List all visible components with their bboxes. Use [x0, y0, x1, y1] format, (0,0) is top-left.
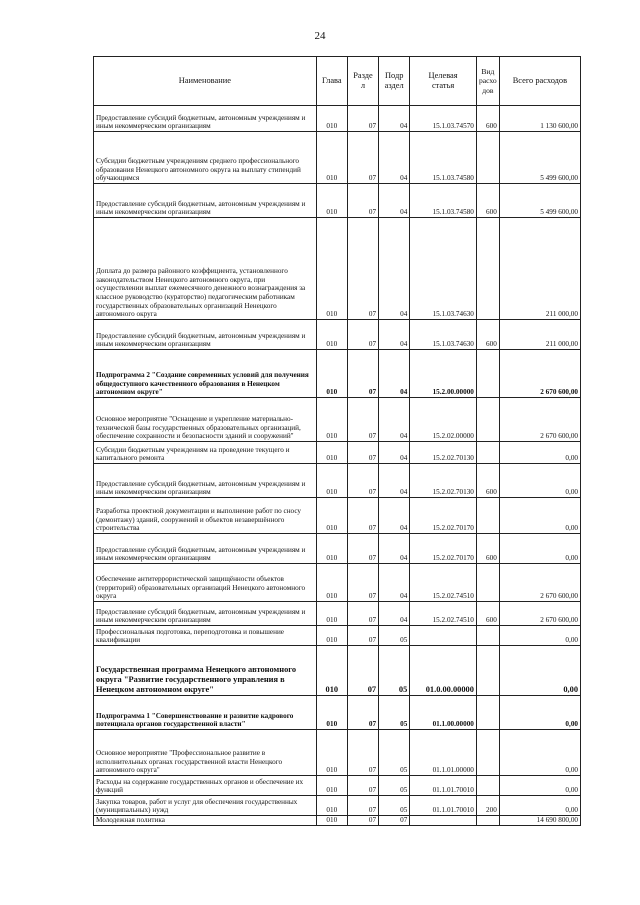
- header-target: Целевая статья: [410, 57, 477, 106]
- row-total: 2 670 600,00: [499, 602, 580, 626]
- row-podrazdel: 04: [379, 218, 410, 320]
- row-target: 15.1.03.74580: [410, 184, 477, 218]
- row-target: 15.1.03.74630: [410, 218, 477, 320]
- row-razdel: 07: [347, 184, 378, 218]
- row-glava: 010: [316, 796, 347, 816]
- row-razdel: 07: [347, 796, 378, 816]
- row-razdel: 07: [347, 564, 378, 602]
- row-total: 0,00: [499, 696, 580, 730]
- row-glava: 010: [316, 602, 347, 626]
- header-glava: Глава: [316, 57, 347, 106]
- row-target: 01.1.01.70010: [410, 796, 477, 816]
- row-name: Расходы на содержание государственных органов и обеспечение их функций: [94, 776, 317, 796]
- row-vid: [476, 816, 499, 826]
- table-row: [94, 776, 581, 796]
- table-row: [94, 350, 581, 398]
- row-name: Профессиональная подготовка, переподготовка и повышение квалификации: [94, 626, 317, 646]
- table-row: [94, 646, 581, 696]
- row-razdel: 07: [347, 498, 378, 534]
- row-total: 0,00: [499, 464, 580, 498]
- row-glava: 010: [316, 646, 347, 696]
- row-name: Субсидии бюджетным учреждениям на проведение текущего и капитального ремонта: [94, 442, 317, 464]
- row-total: 0,00: [499, 498, 580, 534]
- row-vid: [476, 442, 499, 464]
- table-row: [94, 106, 581, 132]
- table-row: [94, 564, 581, 602]
- row-glava: 010: [316, 398, 347, 442]
- row-razdel: 07: [347, 350, 378, 398]
- row-vid: [476, 398, 499, 442]
- row-vid: 600: [476, 106, 499, 132]
- row-podrazdel: 05: [379, 646, 410, 696]
- row-glava: 010: [316, 218, 347, 320]
- row-razdel: 07: [347, 106, 378, 132]
- row-target: [410, 626, 477, 646]
- row-target: 01.1.00.00000: [410, 696, 477, 730]
- row-vid: 600: [476, 184, 499, 218]
- row-name: Основное мероприятие "Профессиональное развитие в исполнительных органах государственной власти Ненецкого автономного округа": [94, 730, 317, 776]
- row-vid: [476, 498, 499, 534]
- row-target: 15.2.02.70170: [410, 534, 477, 564]
- row-glava: 010: [316, 816, 347, 826]
- row-razdel: 07: [347, 776, 378, 796]
- row-glava: 010: [316, 350, 347, 398]
- row-glava: 010: [316, 106, 347, 132]
- row-glava: 010: [316, 534, 347, 564]
- row-glava: 010: [316, 320, 347, 350]
- row-podrazdel: 04: [379, 564, 410, 602]
- row-total: 211 000,00: [499, 218, 580, 320]
- table-row: [94, 534, 581, 564]
- row-name: Предоставление субсидий бюджетным, автономным учреждениям и иным некоммерческим организациям: [94, 464, 317, 498]
- row-vid: 600: [476, 534, 499, 564]
- row-podrazdel: 04: [379, 602, 410, 626]
- row-glava: 010: [316, 442, 347, 464]
- row-razdel: 07: [347, 730, 378, 776]
- row-podrazdel: 04: [379, 184, 410, 218]
- table-row: [94, 398, 581, 442]
- row-name: Предоставление субсидий бюджетным, автономным учреждениям и иным некоммерческим организациям: [94, 320, 317, 350]
- row-razdel: 07: [347, 626, 378, 646]
- row-name: Закупка товаров, работ и услуг для обеспечения государственных (муниципальных) нужд: [94, 796, 317, 816]
- row-total: 0,00: [499, 626, 580, 646]
- row-total: 0,00: [499, 776, 580, 796]
- row-razdel: 07: [347, 696, 378, 730]
- row-total: 1 130 600,00: [499, 106, 580, 132]
- budget-table: [93, 56, 581, 826]
- row-glava: 010: [316, 184, 347, 218]
- table-row: [94, 498, 581, 534]
- table-header-row: [94, 57, 581, 106]
- row-name: Подпрограмма 2 "Создание современных условий для получения общедоступного качественного образования в Ненецком автономном округе": [94, 350, 317, 398]
- row-podrazdel: 04: [379, 464, 410, 498]
- row-target: 15.2.02.70130: [410, 442, 477, 464]
- row-vid: [476, 730, 499, 776]
- row-target: 15.2.00.00000: [410, 350, 477, 398]
- row-podrazdel: 05: [379, 730, 410, 776]
- row-name: Предоставление субсидий бюджетным, автономным учреждениям и иным некоммерческим организациям: [94, 106, 317, 132]
- table-row: [94, 816, 581, 826]
- row-name: Доплата до размера районного коэффициента, установленного законодательством Ненецкого автономного округа, при осуществлении выплат ежемесячного денежного вознаграждения за классное руководство (кураторство) педагогическим работникам государственных образовательных организаций Ненецкого автономного округа: [94, 218, 317, 320]
- header-podrazdel: Подр аздел: [379, 57, 410, 106]
- row-total: 14 690 800,00: [499, 816, 580, 826]
- row-vid: 600: [476, 320, 499, 350]
- row-razdel: 07: [347, 398, 378, 442]
- header-razdel: Разде л: [347, 57, 378, 106]
- row-podrazdel: 04: [379, 442, 410, 464]
- row-target: 15.1.03.74630: [410, 320, 477, 350]
- row-glava: 010: [316, 626, 347, 646]
- row-glava: 010: [316, 132, 347, 184]
- row-razdel: 07: [347, 320, 378, 350]
- table-row: [94, 464, 581, 498]
- row-name: Предоставление субсидий бюджетным, автономным учреждениям и иным некоммерческим организациям: [94, 184, 317, 218]
- row-glava: 010: [316, 776, 347, 796]
- row-total: 0,00: [499, 646, 580, 696]
- row-target: 15.2.02.74510: [410, 564, 477, 602]
- row-name: Субсидии бюджетным учреждениям среднего профессионального образования Ненецкого автономного округа на выплату стипендий обучающимся: [94, 132, 317, 184]
- row-podrazdel: 04: [379, 320, 410, 350]
- row-total: 2 670 600,00: [499, 564, 580, 602]
- table-row: [94, 730, 581, 776]
- row-vid: [476, 646, 499, 696]
- row-podrazdel: 04: [379, 106, 410, 132]
- row-glava: 010: [316, 564, 347, 602]
- row-total: 2 670 600,00: [499, 350, 580, 398]
- row-vid: [476, 350, 499, 398]
- row-name: Молодежная политика: [94, 816, 317, 826]
- row-target: 15.2.02.00000: [410, 398, 477, 442]
- row-target: 15.2.02.74510: [410, 602, 477, 626]
- row-target: 01.0.00.00000: [410, 646, 477, 696]
- row-vid: 600: [476, 464, 499, 498]
- row-glava: 010: [316, 498, 347, 534]
- table-row: [94, 696, 581, 730]
- row-vid: [476, 132, 499, 184]
- row-podrazdel: 04: [379, 498, 410, 534]
- row-razdel: 07: [347, 534, 378, 564]
- row-name: Обеспечение антитеррористической защищённости объектов (территорий) образовательных организаций Ненецкого автономного округа: [94, 564, 317, 602]
- row-glava: 010: [316, 730, 347, 776]
- row-target: 15.2.02.70130: [410, 464, 477, 498]
- header-total: Всего расходов: [499, 57, 580, 106]
- row-razdel: 07: [347, 646, 378, 696]
- row-target: 15.2.02.70170: [410, 498, 477, 534]
- page-number: 24: [314, 30, 326, 42]
- row-total: 0,00: [499, 534, 580, 564]
- row-total: 5 499 600,00: [499, 184, 580, 218]
- row-razdel: 07: [347, 602, 378, 626]
- row-vid: [476, 564, 499, 602]
- row-vid: 600: [476, 602, 499, 626]
- row-target: 01.1.01.00000: [410, 730, 477, 776]
- row-target: 15.1.03.74580: [410, 132, 477, 184]
- table-row: [94, 132, 581, 184]
- row-podrazdel: 05: [379, 696, 410, 730]
- row-podrazdel: 05: [379, 796, 410, 816]
- row-razdel: 07: [347, 442, 378, 464]
- row-name: Государственная программа Ненецкого автономного округа "Развитие государственного управления в Ненецком автономном округе": [94, 646, 317, 696]
- row-total: 0,00: [499, 442, 580, 464]
- row-razdel: 07: [347, 816, 378, 826]
- row-razdel: 07: [347, 218, 378, 320]
- table-row: [94, 796, 581, 816]
- row-podrazdel: 05: [379, 776, 410, 796]
- row-target: [410, 816, 477, 826]
- table-row: [94, 442, 581, 464]
- row-podrazdel: 04: [379, 398, 410, 442]
- table-row: [94, 320, 581, 350]
- row-razdel: 07: [347, 132, 378, 184]
- row-total: 211 000,00: [499, 320, 580, 350]
- row-vid: [476, 696, 499, 730]
- row-name: Подпрограмма 1 "Совершенствование и развитие кадрового потенциала органов государственной власти": [94, 696, 317, 730]
- row-total: 2 670 600,00: [499, 398, 580, 442]
- row-vid: [476, 626, 499, 646]
- row-name: Предоставление субсидий бюджетным, автономным учреждениям и иным некоммерческим организациям: [94, 534, 317, 564]
- row-podrazdel: 05: [379, 626, 410, 646]
- header-vid: Вид расхо дов: [476, 57, 499, 106]
- row-vid: [476, 218, 499, 320]
- row-total: 5 499 600,00: [499, 132, 580, 184]
- row-vid: 200: [476, 796, 499, 816]
- row-name: Основное мероприятие "Оснащение и укрепление материально-технической базы государственных образовательных организаций, обеспечение сохранности и безопасности зданий и сооружений": [94, 398, 317, 442]
- header-name: Наименование: [94, 57, 317, 106]
- row-podrazdel: 04: [379, 350, 410, 398]
- table-row: [94, 626, 581, 646]
- table-row: [94, 602, 581, 626]
- row-name: Предоставление субсидий бюджетным, автономным учреждениям и иным некоммерческим организациям: [94, 602, 317, 626]
- row-total: 0,00: [499, 796, 580, 816]
- row-glava: 010: [316, 696, 347, 730]
- row-target: 01.1.01.70010: [410, 776, 477, 796]
- row-name: Разработка проектной документации и выполнение работ по сносу (демонтажу) зданий, сооружений и объектов незавершённого строительства: [94, 498, 317, 534]
- row-podrazdel: 04: [379, 132, 410, 184]
- row-podrazdel: 04: [379, 534, 410, 564]
- row-vid: [476, 776, 499, 796]
- row-podrazdel: 07: [379, 816, 410, 826]
- row-total: 0,00: [499, 730, 580, 776]
- table-row: [94, 218, 581, 320]
- row-razdel: 07: [347, 464, 378, 498]
- table-row: [94, 184, 581, 218]
- row-glava: 010: [316, 464, 347, 498]
- row-target: 15.1.03.74570: [410, 106, 477, 132]
